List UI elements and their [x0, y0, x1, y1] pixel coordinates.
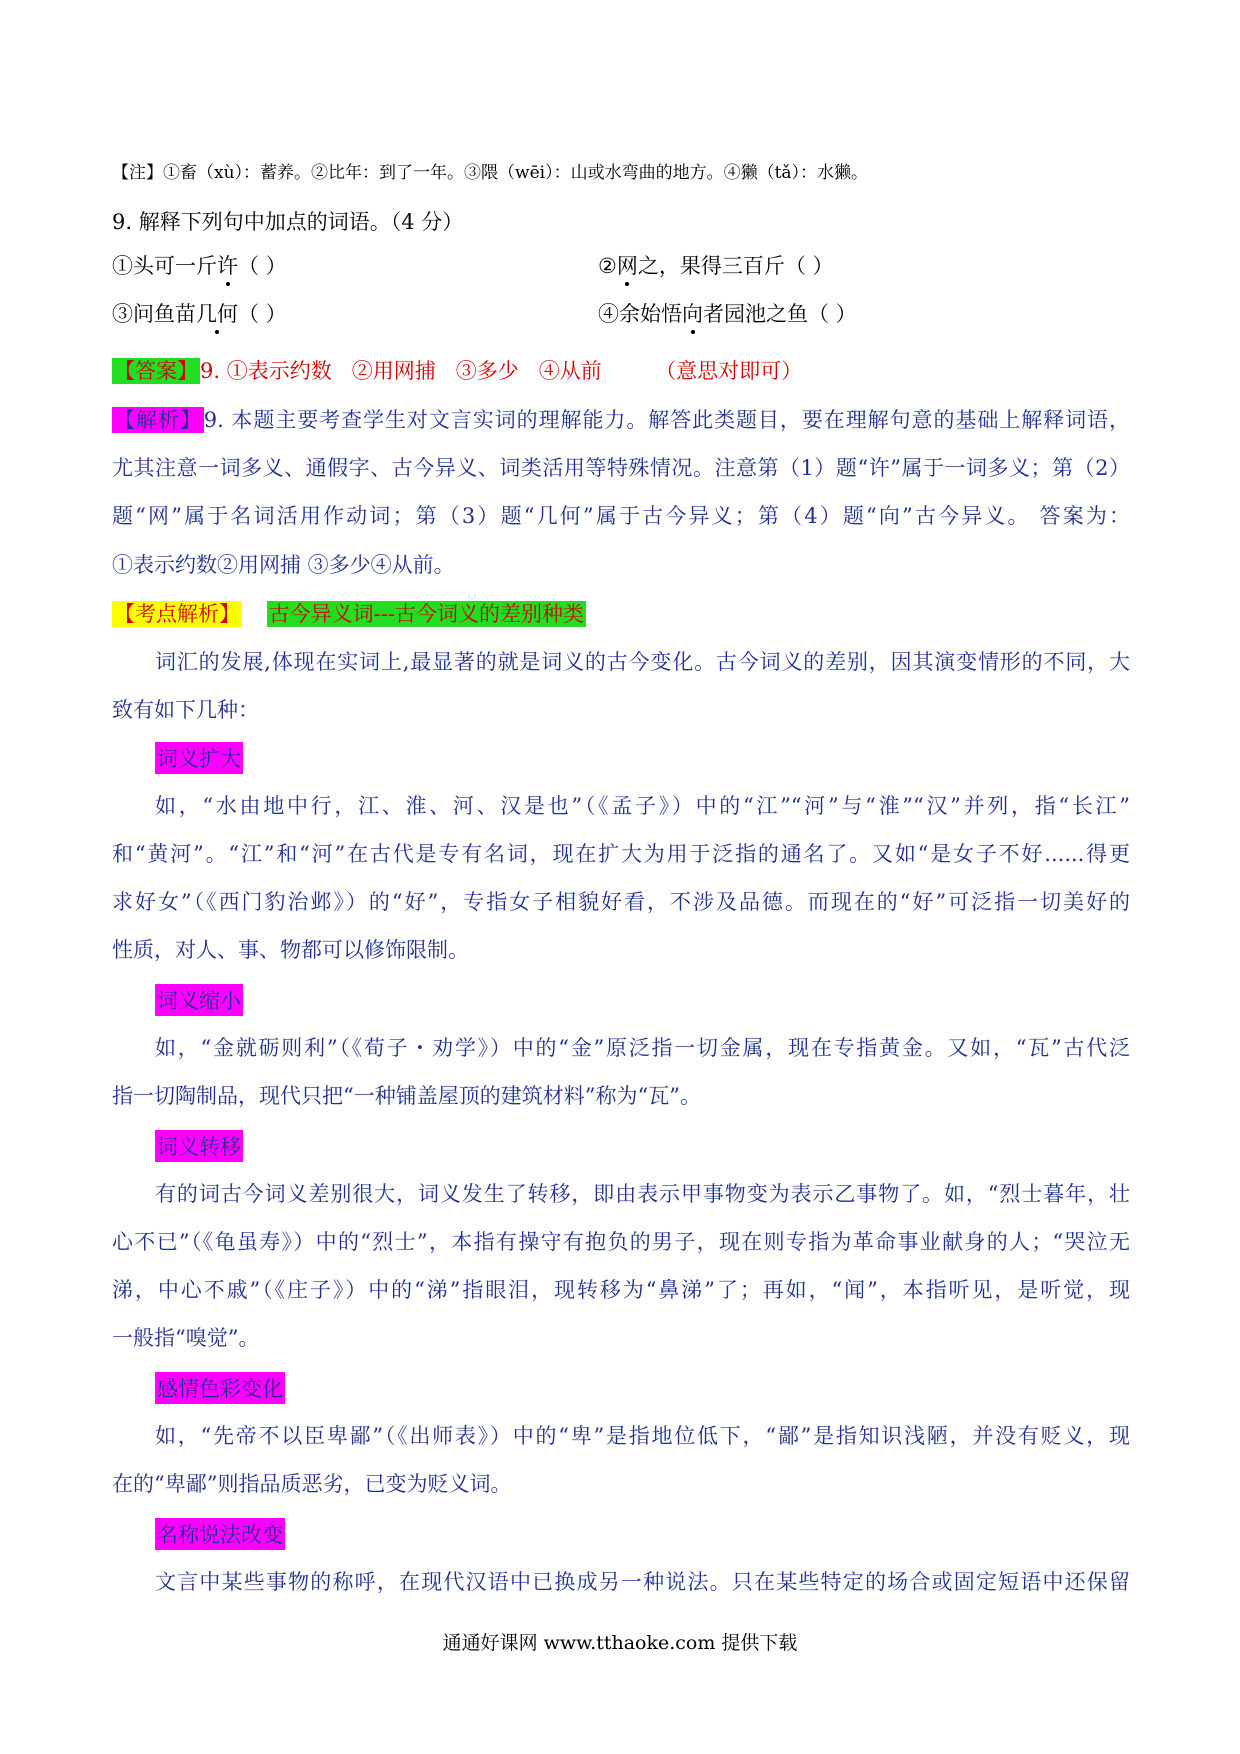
question-item-1: ①头可一斤许（ ）	[112, 254, 287, 278]
point-tag: 【考点解析】	[114, 602, 240, 626]
footnote: 【注】①畜（xù）：蓄养。②比年：到了一年。③隈（wēi）：山或水弯曲的地方。④獭（tǎ）：水獭。	[112, 163, 869, 183]
question-item-4: ④余始悟向者园池之鱼（ ）	[598, 298, 857, 328]
answer-line	[112, 355, 1130, 385]
section-title-expand: 词义扩大	[155, 742, 243, 774]
intro-line-2: 致有如下几种：	[112, 698, 259, 722]
point-line	[112, 598, 1130, 628]
shrink-line-1: 如，“金就砺则利”（《荀子・劝学》）中的“金”原泛指一切金属，现在专指黄金。又如，“瓦”古代泛	[155, 1036, 1130, 1060]
expand-line-1: 如，“水由地中行，江、淮、河、汉是也”（《孟子》）中的“江”“河”与“淮”“汉”并列，指“长江”	[155, 794, 1130, 818]
answer-text: 9. ①表示约数 ②用网捕 ③多少 ④从前 （意思对即可）	[200, 359, 803, 383]
analysis-line-2: 尤其注意一词多义、通假字、古今异义、词类活用等特殊情况。注意第（1）题“许”属于一词多义；第（2）	[112, 456, 1130, 480]
question-row-1	[112, 250, 1130, 280]
shrink-line-2: 指一切陶制品，现代只把“一种铺盖屋顶的建筑材料”称为“瓦”。	[112, 1084, 701, 1108]
expand-line-2: 和“黄河”。“江”和“河”在古代是专有名词，现在扩大为用于泛指的通名了。又如“是女子不好......得更	[112, 842, 1130, 866]
section-title-shift: 词义转移	[155, 1130, 243, 1162]
page-footer: 通通好课网 www.tthaoke.com 提供下载	[442, 1632, 798, 1654]
analysis-line-3: 题“网”属于名词活用作动词；第（3）题“几何”属于古今异义；第（4）题“向”古今异义。 答案为：	[112, 504, 1130, 528]
section-title-rename: 名称说法改变	[155, 1518, 285, 1550]
question-title: 9. 解释下列句中加点的词语。（4 分）	[112, 210, 464, 234]
shift-line-3: 涕，中心不戚”（《庄子》）中的“涕”指眼泪，现转移为“鼻涕”了；再如，“闻”，本指听见，是听觉，现	[112, 1278, 1130, 1302]
shift-line-1: 有的词古今词义差别很大，词义发生了转移，即由表示甲事物变为表示乙事物了。如，“烈士暮年，壮	[155, 1182, 1130, 1206]
section-title-shrink: 词义缩小	[155, 984, 243, 1016]
point-title: 古今异义词---古今词义的差别种类	[268, 602, 584, 626]
expand-line-4: 性质，对人、事、物都可以修饰限制。	[112, 938, 469, 962]
question-item-2: ②网之，果得三百斤（ ）	[598, 250, 834, 280]
analysis-line-1: 【解析】9. 本题主要考查学生对文言实词的理解能力。解答此类题目，要在理解句意的基础上解释词语，	[114, 408, 1130, 432]
emotion-line-1: 如，“先帝不以臣卑鄙”（《出师表》）中的“卑”是指地位低下，“鄙”是指知识浅陋，并没有贬义，现	[155, 1424, 1130, 1448]
section-title-emotion: 感情色彩变化	[155, 1372, 285, 1404]
answer-tag: 【答案】	[114, 359, 198, 383]
shift-line-4: 一般指“嗅觉”。	[112, 1326, 260, 1350]
emotion-line-2: 在的“卑鄙”则指品质恶劣，已变为贬义词。	[112, 1472, 512, 1496]
intro-line-1: 词汇的发展,体现在实词上,最显著的就是词义的古今变化。古今词义的差别，因其演变情形的不同，大	[155, 650, 1130, 674]
analysis-tag: 【解析】	[114, 408, 202, 432]
question-item-3: ③问鱼苗几何（ ）	[112, 302, 287, 326]
expand-line-3: 求好女”（《西门豹治邺》）的“好”，专指女子相貌好看，不涉及品德。而现在的“好”可泛指一切美好的	[112, 890, 1130, 914]
analysis-line-4: ①表示约数②用网捕 ③多少④从前。	[112, 553, 455, 577]
rename-line-1: 文言中某些事物的称呼，在现代汉语中已换成另一种说法。只在某些特定的场合或固定短语中还保留	[155, 1570, 1130, 1594]
shift-line-2: 心不已”（《龟虽寿》）中的“烈士”，本指有操守有抱负的男子，现在则专指为革命事业献身的人；“哭泣无	[112, 1230, 1130, 1254]
question-row-2	[112, 298, 1130, 328]
